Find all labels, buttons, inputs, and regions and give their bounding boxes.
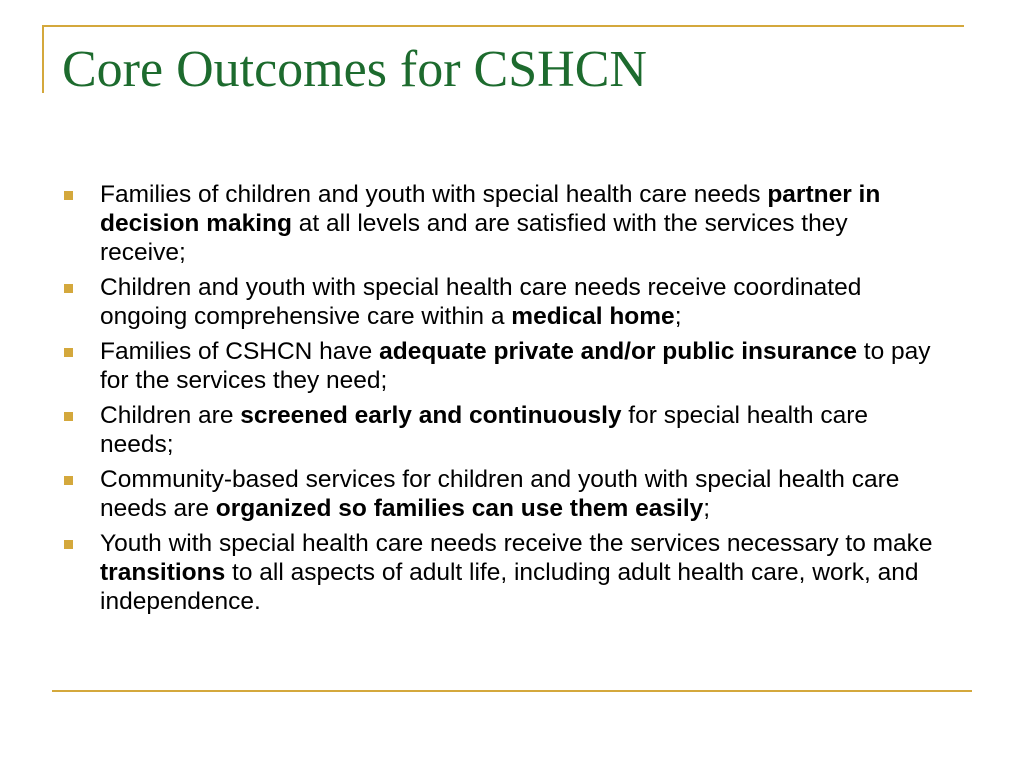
bullet-text bbox=[100, 530, 933, 615]
square-bullet-icon bbox=[64, 348, 73, 357]
bullet-text bbox=[100, 402, 868, 458]
bullet-text-before: Children are bbox=[100, 402, 241, 429]
square-bullet-icon bbox=[64, 476, 73, 485]
bullet-item bbox=[60, 401, 940, 459]
bullet-item bbox=[60, 337, 940, 395]
bullet-item bbox=[60, 529, 940, 616]
square-bullet-icon bbox=[64, 191, 73, 200]
bullet-list bbox=[60, 180, 940, 622]
square-bullet-icon bbox=[64, 284, 73, 293]
bullet-text-emphasis: transitions bbox=[100, 559, 226, 586]
bullet-text-before: Youth with special health care needs receive the services necessary to make bbox=[100, 530, 933, 557]
bullet-text-after: to all aspects of adult life, including adult health care, work, and independence. bbox=[100, 559, 919, 615]
frame-bottom-rule bbox=[52, 690, 972, 692]
bullet-text-emphasis: partner in decision making bbox=[100, 181, 881, 237]
bullet-text-after: ; bbox=[674, 303, 682, 330]
square-bullet-icon bbox=[64, 412, 73, 421]
bullet-text-after: at all levels and are satisfied with the services they receive; bbox=[100, 210, 848, 266]
bullet-item bbox=[60, 273, 940, 331]
bullet-text bbox=[100, 466, 899, 522]
bullet-text-after: for special health care needs; bbox=[100, 402, 868, 458]
bullet-text-emphasis: screened early and continuously bbox=[240, 402, 622, 429]
bullet-text-emphasis: adequate private and/or public insurance bbox=[379, 338, 857, 365]
slide-title: Core Outcomes for CSHCN bbox=[62, 41, 647, 98]
square-bullet-icon bbox=[64, 540, 73, 549]
bullet-text bbox=[100, 338, 931, 394]
bullet-item bbox=[60, 465, 940, 523]
bullet-text-emphasis: medical home bbox=[511, 303, 675, 330]
bullet-text bbox=[100, 181, 880, 266]
bullet-text-emphasis: organized so families can use them easily bbox=[215, 495, 704, 522]
bullet-text bbox=[100, 274, 861, 330]
bullet-text-before: Children and youth with special health care needs receive coordinated ongoing comprehensive care within a bbox=[100, 274, 862, 330]
frame-left-rule bbox=[42, 25, 44, 93]
bullet-text-after: to pay for the services they need; bbox=[100, 338, 931, 394]
bullet-text-before: Families of children and youth with special health care needs bbox=[100, 181, 768, 208]
bullet-text-before: Families of CSHCN have bbox=[100, 338, 380, 365]
frame-top-rule bbox=[42, 25, 964, 27]
bullet-text-after: ; bbox=[703, 495, 711, 522]
bullet-text-before: Community-based services for children and youth with special health care needs are bbox=[100, 466, 900, 522]
bullet-item bbox=[60, 180, 940, 267]
